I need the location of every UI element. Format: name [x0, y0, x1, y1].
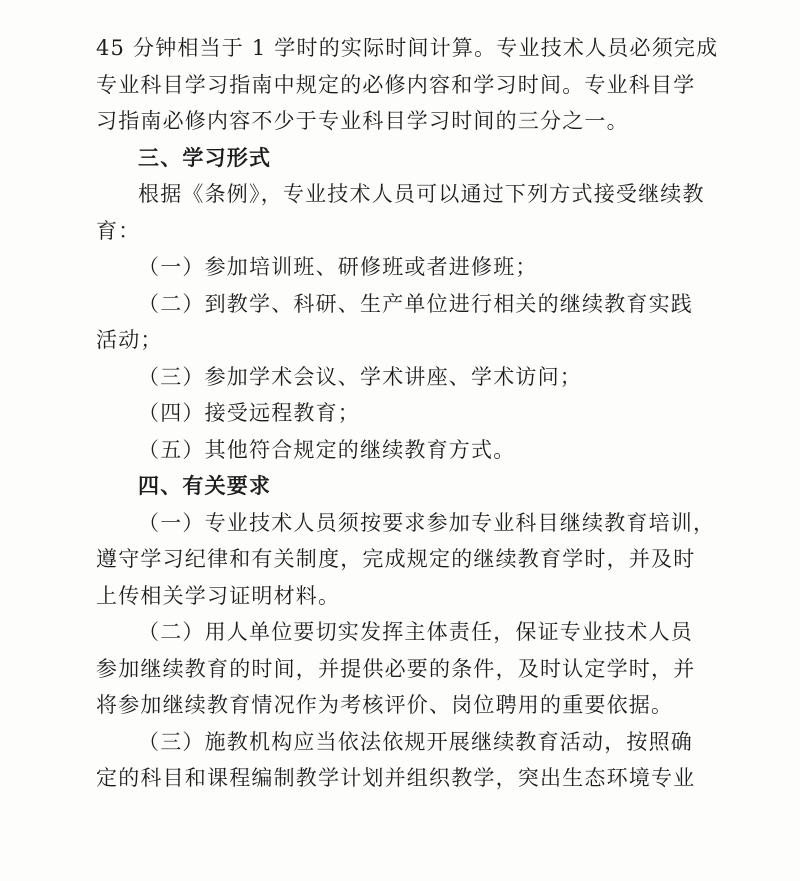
requirement-2-line-0: （二）用人单位要切实发挥主体责任，保证专业技术人员 — [138, 620, 693, 644]
requirement-3-line-1: 定的科目和课程编制教学计划并组织教学，突出生态环境专业 — [96, 766, 696, 790]
list-item-5: （五）其他符合规定的继续教育方式。 — [138, 437, 516, 462]
list-item-2-line-1: 活动； — [96, 328, 163, 352]
requirement-1-line-2: 上传相关学习证明材料。 — [96, 583, 341, 608]
paragraph-0-line-0: 45 分钟相当于 1 学时的实际时间计算。专业技术人员必须完成 — [96, 36, 719, 60]
list-item-4: （四）接受远程教育； — [138, 401, 360, 425]
section-heading-requirements: 四、有关要求 — [138, 474, 272, 498]
paragraph-2-line-0: 根据《条例》，专业技术人员可以通过下列方式接受继续教 — [138, 182, 705, 206]
requirement-2-line-1: 参加继续教育的时间，并提供必要的条件，及时认定学时，并 — [96, 656, 696, 681]
requirement-1-line-0: （一）专业技术人员须按要求参加专业科目继续教育培训， — [138, 510, 716, 535]
list-item-3: （三）参加学术会议、学术讲座、学术访问； — [138, 364, 582, 389]
document-body — [96, 30, 719, 797]
paragraph-0-line-2: 习指南必修内容不少于专业科目学习时间的三分之一。 — [96, 109, 629, 133]
list-item-1: （一）参加培训班、研修班或者进修班； — [138, 255, 538, 279]
list-item-2-line-0: （二）到教学、科研、生产单位进行相关的继续教育实践 — [138, 291, 693, 316]
requirement-2-line-2: 将参加继续教育情况作为考核评价、岗位聘用的重要依据。 — [96, 693, 674, 717]
requirement-1-line-1: 遵守学习纪律和有关制度，完成规定的继续教育学时，并及时 — [96, 547, 696, 571]
section-heading-learning-form: 三、学习形式 — [138, 145, 272, 170]
requirement-3-line-0: （三）施教机构应当依法依规开展继续教育活动，按照确 — [138, 729, 693, 754]
paragraph-2-line-1: 育： — [96, 218, 141, 243]
paragraph-0-line-1: 专业科目学习指南中规定的必修内容和学习时间。专业科目学 — [96, 72, 696, 97]
